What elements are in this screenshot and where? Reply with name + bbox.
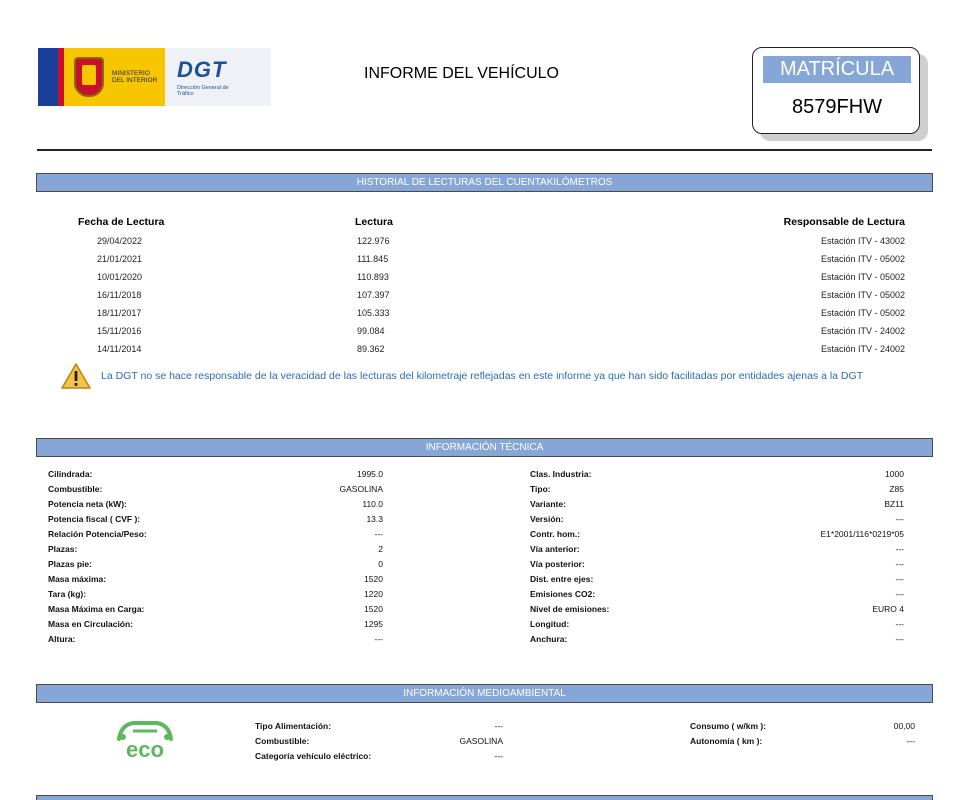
tech-label: Cilindrada: [48, 469, 93, 479]
tech-label: Tipo: [530, 484, 551, 494]
tech-value: GASOLINA [339, 484, 383, 494]
odometer-date: 16/11/2018 [97, 290, 142, 300]
odometer-reading: 110.893 [357, 272, 389, 282]
tech-value: EURO 4 [872, 604, 904, 614]
eco-car-icon [113, 715, 177, 763]
ministry-text: MINISTERIO DEL INTERIOR [112, 70, 158, 84]
tech-value: BZ11 [884, 499, 904, 509]
tech-value: --- [895, 514, 904, 524]
flag-stripe [38, 48, 58, 106]
eco-logo-text: eco [126, 737, 164, 762]
env-label: Combustible: [255, 736, 310, 746]
odometer-reading-header: Lectura [355, 216, 393, 228]
tech-value: --- [374, 529, 383, 539]
odometer-responsible: Estación ITV - 05002 [820, 308, 905, 318]
odometer-reading: 111.845 [357, 254, 389, 264]
odometer-responsible: Estación ITV - 05002 [820, 290, 905, 300]
tech-label: Clas. Industria: [530, 469, 592, 479]
tech-label: Plazas: [48, 544, 78, 554]
tech-label: Contr. hom.: [530, 529, 581, 539]
tech-label: Longitud: [530, 619, 570, 629]
tech-value: --- [895, 619, 904, 629]
odometer-date-header: Fecha de Lectura [78, 216, 165, 228]
dgt-logo [165, 48, 271, 106]
tech-value: --- [895, 589, 904, 599]
tech-value: --- [895, 544, 904, 554]
odometer-responsible: Estación ITV - 24002 [820, 326, 905, 336]
dgt-subtitle: Dirección General de Tráfico [177, 85, 229, 97]
env-value: --- [906, 736, 915, 746]
odometer-disclaimer: La DGT no se hace responsable de la veracidad de las lecturas del kilometraje reflejadas en este informe ya que han sido facilitadas por entidades ajenas a la DGT [101, 370, 864, 382]
odometer-responsible: Estación ITV - 05002 [820, 254, 905, 264]
tech-value: --- [895, 634, 904, 644]
odometer-row [0, 308, 957, 326]
tech-label: Masa en Circulación: [48, 619, 134, 629]
tech-value: 0 [378, 559, 383, 569]
odometer-responsible: Estación ITV - 24002 [820, 344, 905, 354]
odometer-date: 14/11/2014 [97, 344, 142, 354]
tech-label: Variante: [530, 499, 566, 509]
odometer-date: 29/04/2022 [97, 236, 143, 246]
tech-label: Potencia fiscal ( CVF ): [48, 514, 141, 524]
odometer-row [0, 290, 957, 308]
odometer-responsible: Estación ITV - 43002 [820, 236, 905, 246]
odometer-date: 10/01/2020 [97, 272, 143, 282]
tech-value: 1295 [364, 619, 383, 629]
coat-of-arms-icon [74, 57, 104, 97]
tech-value: 1995.0 [357, 469, 383, 479]
env-label: Autonomía ( km ): [690, 736, 763, 746]
plate-label: MATRÍCULA [763, 56, 911, 83]
env-label: Consumo ( w/km ): [690, 721, 767, 731]
tech-label: Tara (kg): [48, 589, 87, 599]
tech-value: 1520 [364, 604, 383, 614]
tech-value: 1520 [364, 574, 383, 584]
env-value: --- [494, 721, 503, 731]
env-value: GASOLINA [459, 736, 503, 746]
technical-section-header: INFORMACIÓN TÉCNICA [36, 438, 933, 457]
odometer-responsible: Estación ITV - 05002 [820, 272, 905, 282]
tech-label: Relación Potencia/Peso: [48, 529, 147, 539]
env-label: Tipo Alimentación: [255, 721, 332, 731]
odometer-reading: 105.333 [357, 308, 390, 318]
ministry-logo [38, 48, 165, 106]
tech-label: Combustible: [48, 484, 103, 494]
tech-value: E1*2001/116*0219*05 [820, 529, 904, 539]
tech-label: Altura: [48, 634, 76, 644]
page-title: INFORME DEL VEHÍCULO [364, 65, 559, 82]
odometer-row [0, 272, 957, 290]
dgt-logo-text: DGT [177, 57, 227, 82]
odometer-date: 18/11/2017 [97, 308, 142, 318]
odometer-date: 21/01/2021 [97, 254, 143, 264]
ministry-dgt-logo [38, 48, 271, 106]
tech-value: 2 [378, 544, 383, 554]
tech-label: Vía posterior: [530, 559, 585, 569]
plate-number: 8579FHW [791, 96, 883, 118]
license-plate-box [752, 47, 920, 134]
env-value: --- [494, 751, 503, 761]
odometer-reading: 122.976 [357, 236, 390, 246]
tech-label: Plazas pie: [48, 559, 92, 569]
odometer-reading: 89.362 [357, 344, 385, 354]
tech-label: Nivel de emisiones: [530, 604, 610, 614]
env-value: 00,00 [893, 721, 915, 731]
warning-triangle-icon [60, 362, 92, 390]
odometer-row [0, 344, 957, 362]
tech-label: Masa Máxima en Carga: [48, 604, 145, 614]
odometer-section-header: HISTORIAL DE LECTURAS DEL CUENTAKILÓMETROS [36, 173, 933, 192]
tech-label: Emisiones CO2: [530, 589, 596, 599]
tech-label: Dist. entre ejes: [530, 574, 594, 584]
tech-label: Masa máxima: [48, 574, 107, 584]
odometer-row [0, 326, 957, 344]
odometer-date: 15/11/2016 [97, 326, 142, 336]
odometer-reading: 99.084 [357, 326, 385, 336]
environment-section-header: INFORMACIÓN MEDIOAMBIENTAL [36, 684, 933, 703]
tech-value: 1220 [364, 589, 383, 599]
header-divider [37, 149, 932, 151]
tech-value: 110.0 [362, 499, 383, 509]
tech-value: --- [374, 634, 383, 644]
tech-value: Z85 [889, 484, 904, 494]
next-section-header [36, 795, 933, 800]
tech-label: Anchura: [530, 634, 568, 644]
env-label: Categoría vehículo eléctrico: [255, 751, 372, 761]
tech-label: Versión: [530, 514, 564, 524]
odometer-row [0, 236, 957, 254]
odometer-responsible-header: Responsable de Lectura [783, 216, 905, 228]
odometer-reading: 107.397 [357, 290, 390, 300]
tech-label: Vía anterior: [530, 544, 580, 554]
tech-value: 1000 [885, 469, 904, 479]
tech-value: --- [895, 574, 904, 584]
tech-label: Potencia neta (kW): [48, 499, 127, 509]
tech-value: 13.3 [366, 514, 383, 524]
odometer-row [0, 254, 957, 272]
tech-value: --- [895, 559, 904, 569]
